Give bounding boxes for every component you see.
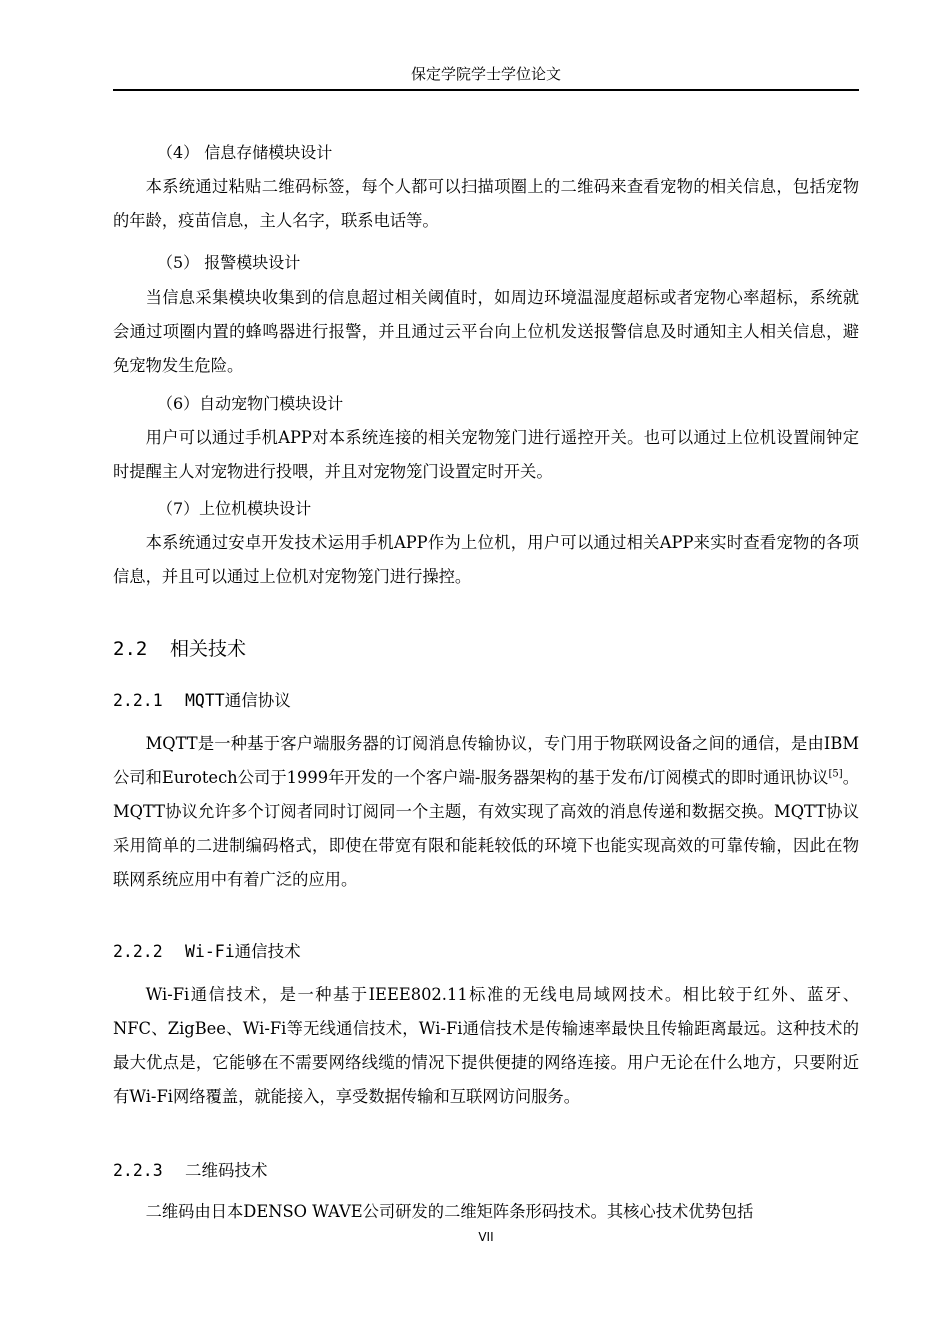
section-2-2-heading [113,636,859,662]
section-2-2-2-heading [113,941,859,963]
citation-ref: [5] [828,768,843,780]
sec5-heading: （5） 报警模块设计 [157,253,301,272]
section-title: 二维码技术 [185,1161,268,1180]
header-rule [113,89,859,91]
page-number: VII [478,1230,494,1244]
sec7-heading: （7）上位机模块设计 [157,499,312,518]
sec5-paragraph: 当信息采集模块收集到的信息超过相关阈值时，如周边环境温湿度超标或者宠物心率超标，系统就会通过项圈内置的蜂鸣器进行报警，并且通过云平台向上位机发送报警信息及时通知主人相关信息，避免宠物发生危险。 [113,288,859,375]
sec6-paragraph: 用户可以通过手机APP对本系统连接的相关宠物笼门进行遥控开关。也可以通过上位机设置闹钟定时提醒主人对宠物进行投喂，并且对宠物笼门设置定时开关。 [113,428,859,481]
sec7-paragraph: 本系统通过安卓开发技术运用手机APP作为上位机，用户可以通过相关APP来实时查看宠物的各项信息，并且可以通过上位机对宠物笼门进行操控。 [113,533,859,586]
mqtt-text-a: MQTT是一种基于客户端服务器的订阅消息传输协议，专门用于物联网设备之间的通信，是由IBM公司和Eurotech公司于1999年开发的一个客户端-服务器架构的基于发布/订阅模式的即时通讯协议 [113,734,859,787]
section-number: 2.2.3 [113,1161,163,1180]
section-2-2-1-heading [113,690,859,712]
section-title: Wi-Fi通信技术 [185,942,301,961]
section-number: 2.2.2 [113,942,163,961]
sec4-heading: （4） 信息存储模块设计 [157,143,333,162]
mqtt-paragraph [113,727,859,897]
section-number: 2.2.1 [113,691,163,710]
mqtt-text-b: 。MQTT协议允许多个订阅者同时订阅同一个主题，有效实现了高效的消息传递和数据交换。MQTT协议采用简单的二进制编码格式，即使在带宽有限和能耗较低的环境下也能实现高效的可靠传输，因此在物联网系统应用中有着广泛的应用。 [113,768,859,889]
sec6-heading: （6）自动宠物门模块设计 [157,394,344,413]
running-header: 保定学院学士学位论文 [410,65,561,83]
wifi-paragraph: Wi-Fi通信技术，是一种基于IEEE802.11标准的无线电局域网技术。相比较于红外、蓝牙、NFC、ZigBee、Wi-Fi等无线通信技术，Wi-Fi通信技术是传输速率最快且传输距离最远。这种技术的最大优点是，它能够在不需要网络线缆的情况下提供便捷的网络连接。用户无论在什么地方，只要附近有Wi-Fi网络覆盖，就能接入，享受数据传输和互联网访问服务。 [113,985,859,1106]
section-number: 2.2 [113,638,148,660]
section-2-2-3-heading [113,1160,859,1182]
section-title: 相关技术 [170,638,247,660]
sec4-paragraph: 本系统通过粘贴二维码标签，每个人都可以扫描项圈上的二维码来查看宠物的相关信息，包括宠物的年龄，疫苗信息，主人名字，联系电话等。 [113,177,859,230]
qrcode-paragraph: 二维码由日本DENSO WAVE公司研发的二维矩阵条形码技术。其核心技术优势包括 [145,1202,754,1221]
section-title: MQTT通信协议 [185,691,291,710]
